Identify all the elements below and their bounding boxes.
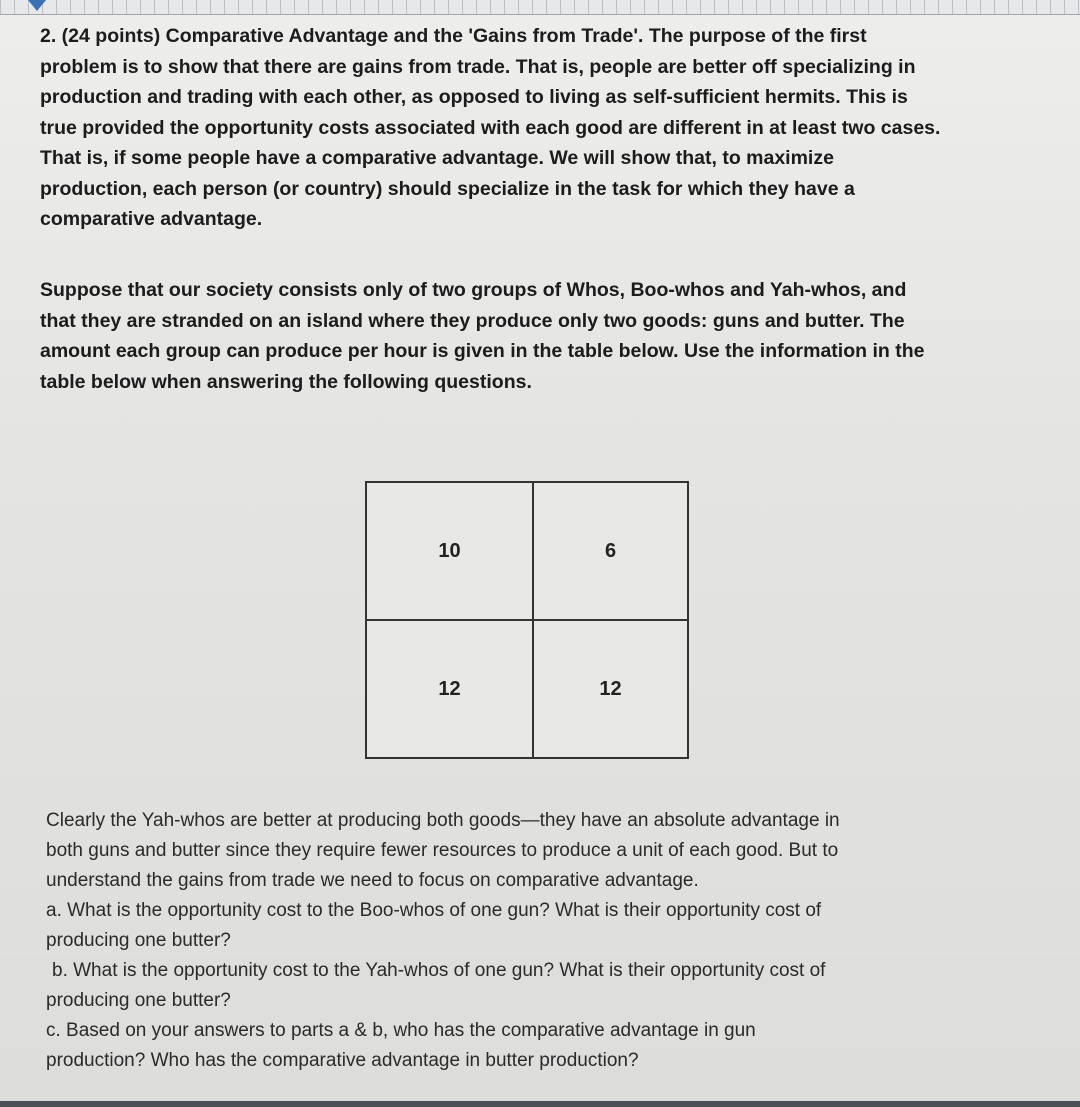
table-cell: 12 bbox=[366, 620, 533, 758]
setup-line: amount each group can produce per hour is given in the table below. Use the information in the bbox=[40, 340, 925, 362]
question-line: understand the gains from trade we need to focus on comparative advantage. bbox=[46, 870, 699, 891]
question-a-cont: producing one butter? bbox=[46, 930, 231, 951]
question-line: Clearly the Yah-whos are better at producing both goods—they have an absolute advantage in bbox=[46, 810, 840, 831]
production-table bbox=[365, 481, 689, 759]
table-cell: 12 bbox=[533, 620, 688, 758]
setup-line: table below when answering the following questions. bbox=[40, 370, 532, 393]
question-b-cont: producing one butter? bbox=[46, 990, 231, 1011]
problem-intro bbox=[40, 21, 1050, 235]
problem-setup bbox=[40, 275, 1040, 397]
setup-line: that they are stranded on an island where they produce only two goods: guns and butter. The bbox=[40, 309, 905, 332]
table-cell: 6 bbox=[533, 482, 688, 620]
table-cell: 10 bbox=[366, 482, 533, 620]
question-c: c. Based on your answers to parts a & b, who has the comparative advantage in gun bbox=[46, 1020, 756, 1041]
intro-line: 2. (24 points) Comparative Advantage and the 'Gains from Trade'. The purpose of the first bbox=[40, 25, 867, 47]
document-page bbox=[0, 15, 1080, 1107]
document-ruler[interactable] bbox=[0, 0, 1080, 15]
setup-line: Suppose that our society consists only of two groups of Whos, Boo-whos and Yah-whos, and bbox=[40, 279, 907, 301]
intro-line: true provided the opportunity costs associated with each good are different in at least two cases. bbox=[40, 116, 941, 139]
intro-line: problem is to show that there are gains from trade. That is, people are better off specializing in bbox=[40, 55, 916, 78]
intro-line: comparative advantage. bbox=[40, 208, 263, 230]
problem-questions bbox=[46, 806, 1046, 1076]
table-row bbox=[366, 620, 688, 758]
question-line: both guns and butter since they require fewer resources to produce a unit of each good. But to bbox=[46, 840, 839, 861]
screen-bottom-edge bbox=[0, 1101, 1080, 1107]
indent-marker-icon[interactable] bbox=[28, 0, 46, 11]
question-a: a. What is the opportunity cost to the Boo-whos of one gun? What is their opportunity cost of bbox=[46, 900, 822, 921]
question-b: b. What is the opportunity cost to the Yah-whos of one gun? What is their opportunity cost of bbox=[52, 960, 826, 981]
intro-line: production and trading with each other, as opposed to living as self-sufficient hermits. This is bbox=[40, 86, 908, 108]
intro-line: production, each person (or country) should specialize in the task for which they have a bbox=[40, 177, 855, 200]
question-c-cont: production? Who has the comparative advantage in butter production? bbox=[46, 1050, 639, 1071]
table-row bbox=[366, 482, 688, 620]
intro-line: That is, if some people have a comparative advantage. We will show that, to maximize bbox=[40, 147, 834, 169]
